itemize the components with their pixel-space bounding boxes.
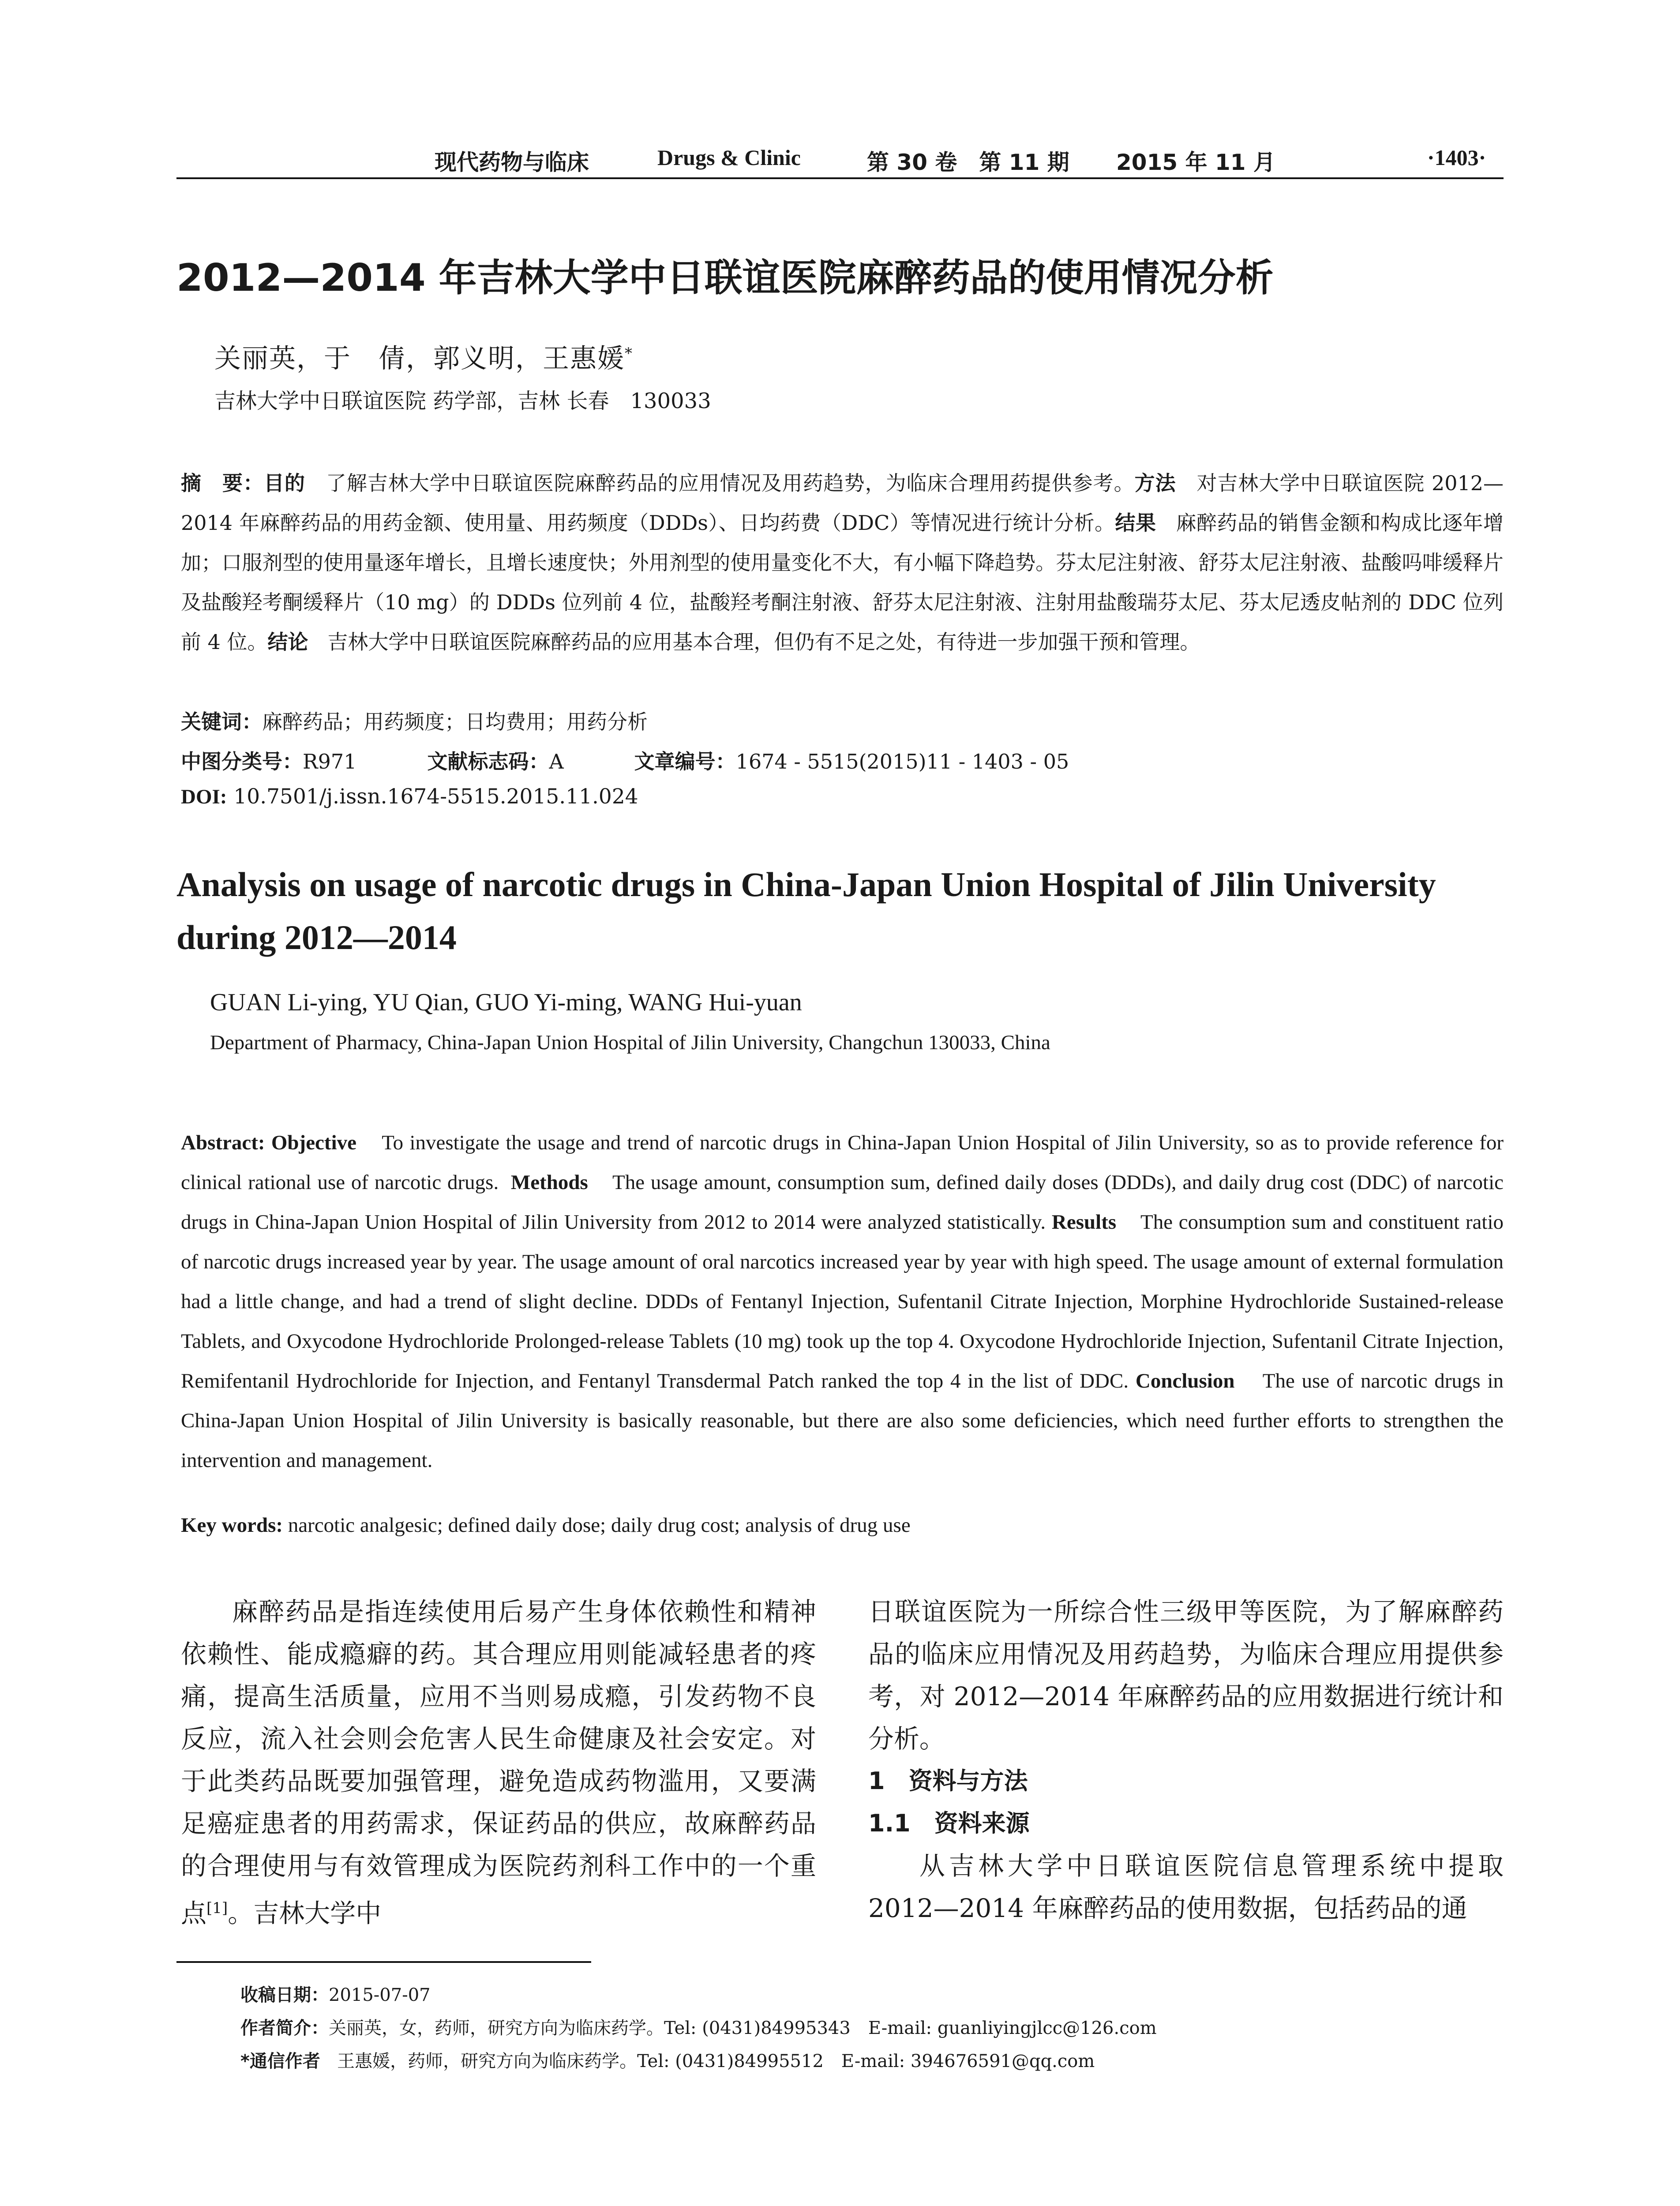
title-cn: 2012—2014 年吉林大学中日联谊医院麻醉药品的使用情况分析 (176, 256, 1274, 300)
corresponding-label: *通信作者 (240, 2051, 320, 2071)
affiliation-en: Department of Pharmacy, China-Japan Union Hospital of Jilin University, Changchun 130033, China (210, 1031, 1050, 1054)
intro-text: 麻醉药品是指连续使用后易产生身体依赖性和精神依赖性、能成瘾癖的药。其合理应用则能减轻患者的疼痛，提高生活质量，应用不当则易成瘾，引发药物不良反应，流入社会则会危害人民生命健康及社会安定。对于此类药品既要加强管理，避免造成药物滥用，又要满足癌症患者的用药需求，保证药品的供应，故麻醉药品的合理使用与有效管理成为医院药剂科工作中的一个重点 (181, 1597, 816, 1928)
authors-cn (214, 338, 633, 375)
body-right-column (868, 1591, 1504, 1929)
abstract-cn-label: 摘 要： (181, 471, 264, 495)
authors-cn-names: 关丽英，于 倩，郭义明，王惠媛 (214, 343, 625, 374)
methods-label-cn: 方法 (1134, 471, 1176, 495)
objective-en: To investigate the usage and trend of narcotic drugs in China-Japan Union Hospital of Jilin University, so as to provide reference for clinical rational use of narcotic drugs. (181, 1131, 1504, 1194)
conclusion-cn: 吉林大学中日联谊医院麻醉药品的应用基本合理，但仍有不足之处，有待进一步加强干预和管理。 (327, 630, 1200, 654)
doi-value: 10.7501/j.issn.1674-5515.2015.11.024 (233, 784, 638, 809)
title-en (176, 858, 1504, 964)
footnote-received (240, 1981, 431, 2006)
volume-issue: 第 30 卷 第 11 期 (867, 150, 1069, 175)
author-bio: 关丽英，女，药师，研究方向为临床药学。Tel: (0431)84995343 E-mail: guanliyingjlcc@126.com (329, 2018, 1157, 2038)
conclusion-label-en: Conclusion (1135, 1369, 1235, 1392)
objective-cn: 了解吉林大学中日联谊医院麻醉药品的应用情况及用药趋势，为临床合理用药提供参考。 (326, 471, 1135, 495)
section-heading-1-1: 1.1 资料来源 (868, 1809, 1030, 1837)
abstract-en (181, 1123, 1504, 1480)
intro-continuation: 日联谊医院为一所综合性三级甲等医院，为了解麻醉药品的临床应用情况及用药趋势，为临床合理应用提供参考，对 2012—2014 年麻醉药品的应用数据进行统计和分析。 (868, 1597, 1504, 1754)
body-left-column (181, 1591, 816, 1934)
authors-en: GUAN Li-ying, YU Qian, GUO Yi-ming, WANG Hui-yuan (210, 989, 802, 1016)
journal-name-cn: 现代药物与临床 (435, 150, 589, 175)
journal-name-en: Drugs & Clinic (657, 145, 801, 170)
author-bio-label: 作者简介： (240, 2018, 329, 2038)
methods-en: The usage amount, consumption sum, defined daily doses (DDDs), and daily drug cost (DDC) of narcotic drugs in China-Japan Union Hospital of Jilin University from 2012 to 2014 were analyzed statistically. (181, 1171, 1504, 1234)
results-en: The consumption sum and constituent ratio of narcotic drugs increased year by year. The usage amount of oral narcotics increased year by year with high speed. The usage amount of external formulation had a little change, and had a trend of slight decline. DDDs of Fentanyl Injection, Sufentanil Citrate Injection, Morphine Hydrochloride Sustained-release Tablets, and Oxycodone Hydrochloride Prolonged-release Tablets (10 mg) took up the top 4. Oxycodone Hydrochloride Injection, Sufentanil Citrate Injection, Remifentanil Hydrochloride for Injection, and Fentanyl Transdermal Patch ranked the top 4 in the list of DDC. (181, 1211, 1504, 1392)
methods-label-en: Methods (510, 1171, 588, 1194)
title-en-line2: during 2012—2014 (176, 918, 457, 957)
footnote-author (240, 2014, 1157, 2039)
clc-label: 中图分类号： (181, 750, 303, 773)
doc-code-value: A (549, 750, 564, 773)
clc-value: R971 (303, 750, 357, 773)
abstract-en-label: Abstract: Objective (181, 1131, 356, 1154)
keywords-cn-value: 麻醉药品；用药频度；日均费用；用药分析 (262, 710, 648, 734)
keywords-en-label: Key words: (181, 1514, 283, 1537)
received-date: 2015-07-07 (329, 1985, 431, 2005)
abstract-cn (181, 463, 1504, 662)
methods-cn: 对吉林大学中日联谊医院 2012—2014 年麻醉药品的用药金额、使用量、用药频度（DDDs）、日均药费（DDC）等情况进行统计分析。 (181, 471, 1504, 535)
doi-line (181, 784, 638, 809)
conclusion-en: The use of narcotic drugs in China-Japan Union Hospital of Jilin University is basically reasonable, but there are also some deficiencies, which need further efforts to strengthen the intervention and management. (181, 1369, 1504, 1472)
citation-ref: [1] (206, 1899, 228, 1917)
intro-tail: 。吉林大学中 (228, 1898, 382, 1928)
objective-label-cn: 目的 (263, 471, 305, 495)
keywords-en (181, 1513, 911, 1537)
doc-code-label: 文献标志码： (427, 750, 549, 773)
classification-line (181, 746, 1069, 775)
keywords-cn (181, 706, 648, 735)
issue-date: 2015 年 11 月 (1116, 150, 1275, 175)
running-header (176, 142, 1504, 179)
conclusion-label-cn: 结论 (267, 630, 308, 654)
article-no-label: 文章编号： (634, 750, 736, 773)
data-source-paragraph: 从吉林大学中日联谊医院信息管理系统中提取 2012—2014 年麻醉药品的使用数据，包括药品的通 (868, 1851, 1504, 1923)
article-no-value: 1674 - 5515(2015)11 - 1403 - 05 (735, 750, 1069, 773)
footnote-rule (176, 1961, 591, 1963)
page-number: ·1403· (1427, 145, 1486, 170)
keywords-en-value: narcotic analgesic; defined daily dose; daily drug cost; analysis of drug use (288, 1514, 911, 1537)
footnote-corresponding (240, 2047, 1095, 2072)
corresponding-mark: * (625, 345, 633, 362)
section-heading-1: 1 资料与方法 (868, 1767, 1028, 1795)
doi-label: DOI: (181, 785, 227, 808)
results-cn: 麻醉药品的销售金额和构成比逐年增加；口服剂型的使用量逐年增长，且增长速度快；外用剂型的使用量变化不大，有小幅下降趋势。芬太尼注射液、舒芬太尼注射液、盐酸吗啡缓释片及盐酸羟考酮缓释片（10 mg）的 DDDs 位列前 4 位，盐酸羟考酮注射液、舒芬太尼注射液、注射用盐酸瑞芬太尼、芬太尼透皮帖剂的 DDC 位列前 4 位。 (181, 511, 1504, 654)
affiliation-cn: 吉林大学中日联谊医院 药学部，吉林 长春 130033 (214, 389, 711, 413)
results-label-en: Results (1051, 1211, 1117, 1234)
keywords-cn-label: 关键词： (181, 710, 262, 734)
received-label: 收稿日期： (240, 1985, 329, 2005)
results-label-cn: 结果 (1115, 511, 1156, 535)
intro-paragraph (181, 1591, 816, 1934)
corresponding-info: 王惠媛，药师，研究方向为临床药学。Tel: (0431)84995512 E-mail: 394676591@qq.com (337, 2051, 1095, 2071)
title-en-line1: Analysis on usage of narcotic drugs in China-Japan Union Hospital of Jilin University (176, 865, 1436, 904)
